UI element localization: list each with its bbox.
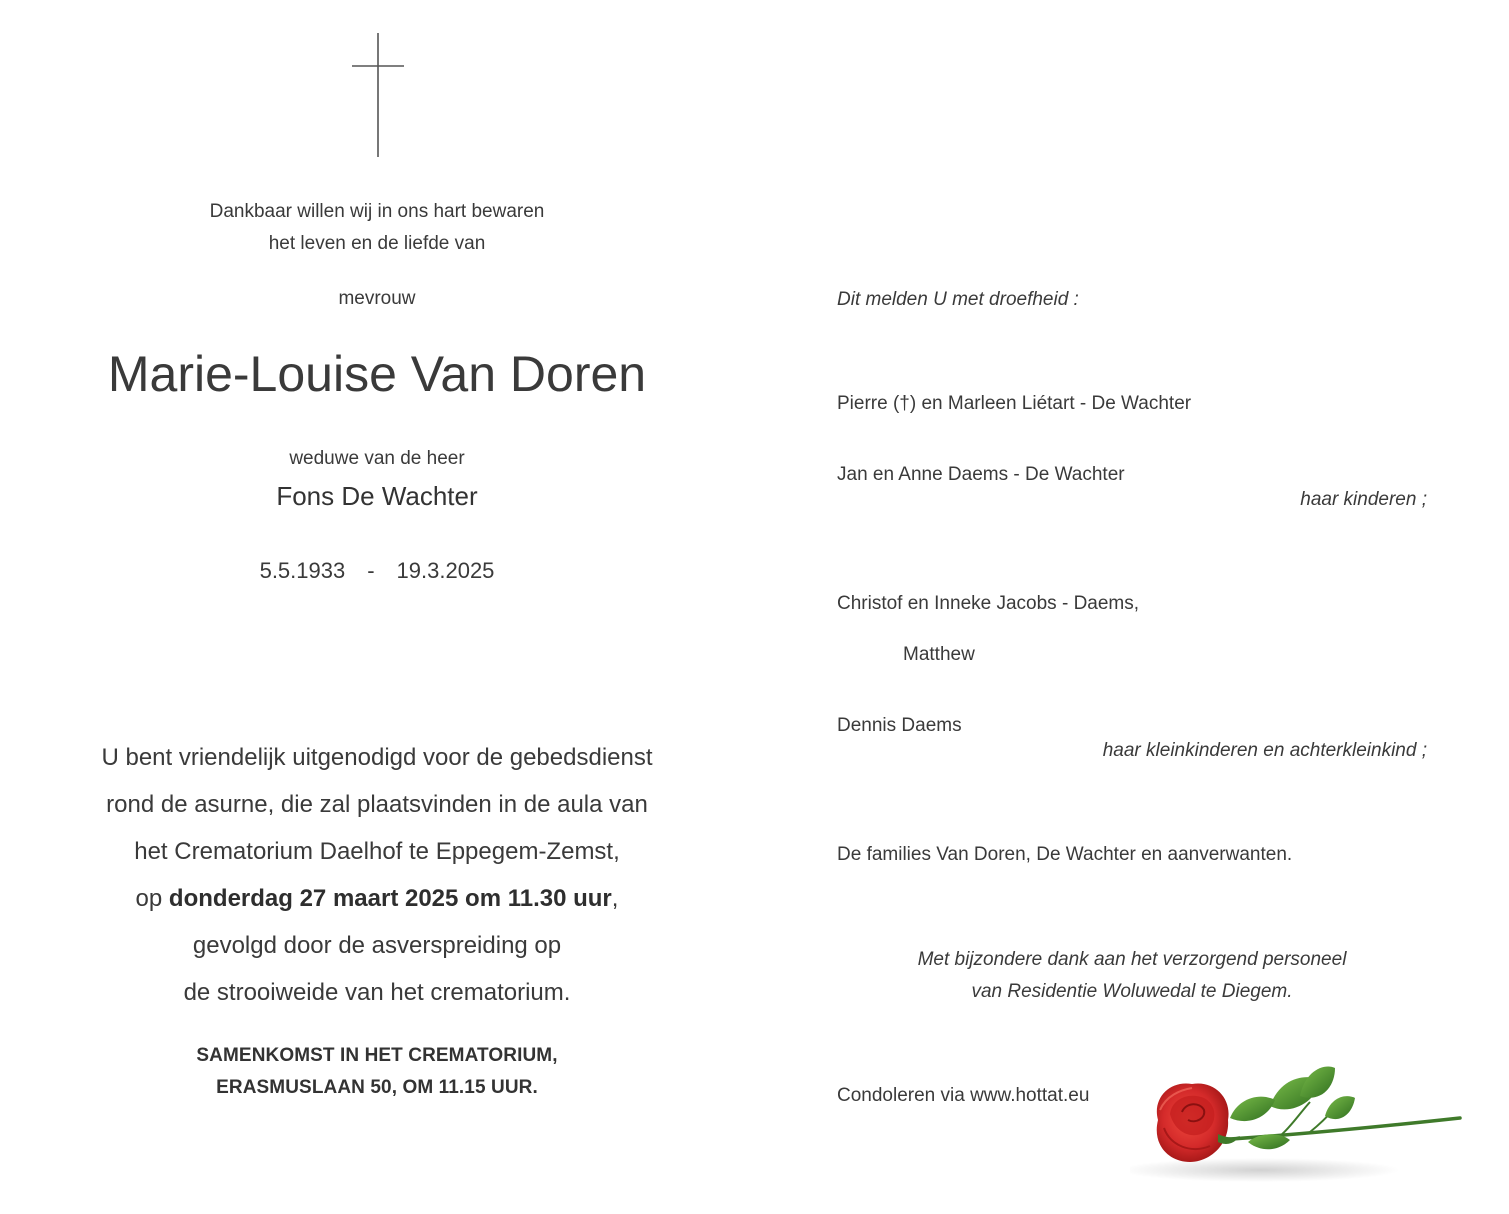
death-date: 19.3.2025 (396, 558, 495, 583)
invite-line-5: gevolgd door de asverspreiding op (192, 932, 562, 959)
intro-line-2: het leven en de liefde van (268, 233, 486, 254)
birth-date: 5.5.1933 (259, 558, 346, 583)
thanks-line-2: van Residentie Woluwedal te Diegem. (971, 981, 1293, 1002)
life-dates (40, 556, 714, 586)
thanks-note (832, 944, 1432, 1008)
rose-icon (1130, 1058, 1470, 1188)
announcement: Dit melden U met droefheid : (837, 289, 1079, 310)
widow-of-label: weduwe van de heer (289, 448, 465, 469)
child-1: Pierre (†) en Marleen Liétart - De Wachter (837, 393, 1192, 414)
intro-line-1: Dankbaar willen wij in ons hart bewaren (209, 201, 545, 222)
honorific: mevrouw (338, 288, 416, 309)
children-label: haar kinderen ; (1300, 489, 1427, 510)
thanks-line-1: Met bijzondere dank aan het verzorgend personeel (917, 949, 1347, 970)
invite-line-6: de strooiweide van het crematorium. (183, 979, 571, 1006)
gathering-line-1: SAMENKOMST IN HET CREMATORIUM, (196, 1045, 558, 1066)
families-line: De families Van Doren, De Wachter en aanverwanten. (837, 844, 1293, 865)
condolence-link[interactable]: Condoleren via www.hottat.eu (837, 1085, 1090, 1106)
intro-text (40, 196, 714, 260)
invite-line-4 (40, 875, 714, 922)
invite-line-4-prefix: op (135, 885, 169, 912)
service-datetime: donderdag 27 maart 2025 om 11.30 uur (168, 885, 612, 912)
husband-name: Fons De Wachter (276, 481, 478, 511)
gathering-line-2: ERASMUSLAAN 50, OM 11.15 UUR. (216, 1077, 538, 1098)
service-invitation (40, 734, 714, 1016)
invite-line-2: rond de asurne, die zal plaatsvinden in de aula van (106, 791, 648, 818)
invite-line-1: U bent vriendelijk uitgenodigd voor de gebedsdienst (101, 744, 653, 771)
child-2: Jan en Anne Daems - De Wachter (837, 464, 1125, 485)
gathering-info (40, 1040, 714, 1104)
grandchildren-label: haar kleinkinderen en achterkleinkind ; (1102, 740, 1427, 761)
invite-line-4-suffix: , (611, 885, 619, 912)
deceased-name: Marie-Louise Van Doren (107, 346, 647, 402)
invite-line-3: het Crematorium Daelhof te Eppegem-Zemst, (134, 838, 620, 865)
great-grandchild: Matthew (903, 644, 975, 665)
cross-icon (352, 33, 404, 157)
grandchild-1: Christof en Inneke Jacobs - Daems, (837, 593, 1140, 614)
grandchild-2: Dennis Daems (837, 715, 962, 736)
date-separator: - (367, 558, 375, 583)
